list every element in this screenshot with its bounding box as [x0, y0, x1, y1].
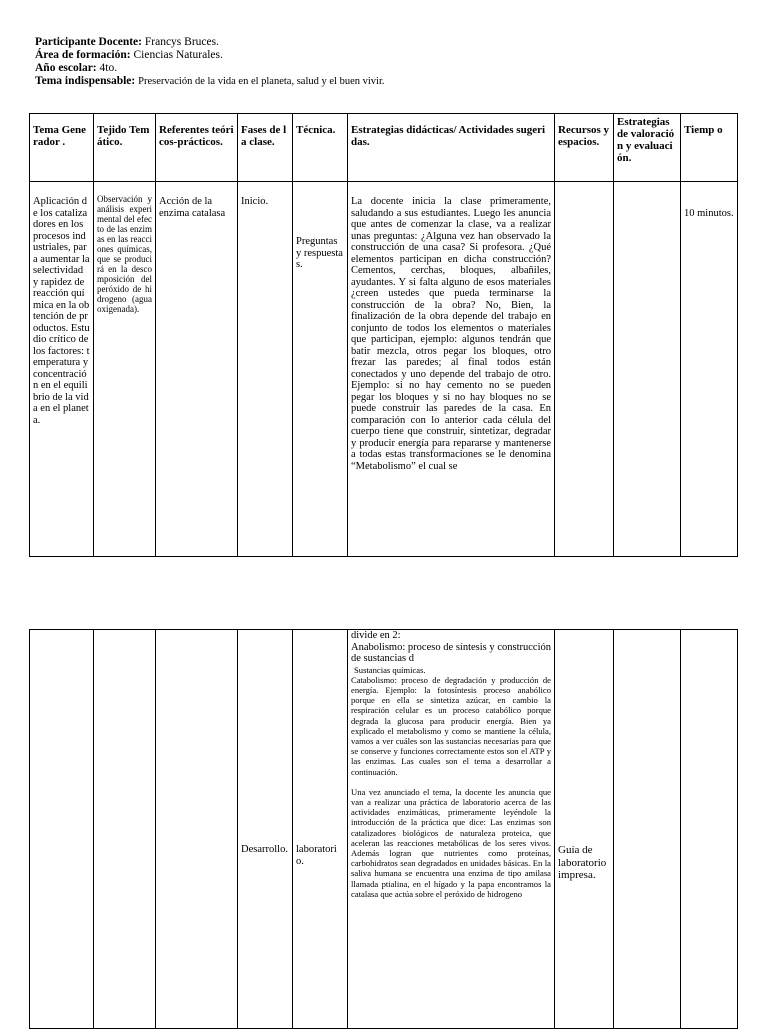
- col-tejido-tematico: Tejido Temático.: [97, 124, 150, 148]
- col-tiempo: Tiemp o: [684, 124, 723, 136]
- col-fases: Fases de la clase.: [241, 124, 287, 148]
- teacher-row: Participante Docente: Francys Bruces.: [35, 36, 219, 48]
- referentes-text: Acción de la enzima catalasa: [159, 196, 226, 219]
- header-row: [30, 114, 738, 182]
- col-valoracion: Estrategias de valoración y evaluación.: [617, 116, 675, 164]
- document-header: [35, 36, 385, 88]
- tecnica-preguntas: Preguntas y respuestas.: [296, 236, 343, 270]
- metabolism-division: divide en 2:: [351, 630, 401, 641]
- anabolism-text: Anabolismo: proceso de síntesis y construcción de sustancias d: [351, 641, 551, 664]
- catabolism-text: Catabolismo: proceso de degradación y producción de energía. Ejemplo: la fotosíntesis proceso anabólico porque en ella se sintetiza azúcar, en cambio la respiración celular es un proceso catabólico porque degrada la glucosa para producir energía. Bien ya explicado el metabolismo y como se mantiene la célula, vamos a ver cuáles son las sustancias necesarias para que se conserve y funciones correctamente estos son el ATP y las enzimas. Las cuales son el tema a desarrollar a continuación.: [351, 674, 551, 777]
- tema-generador-text: Aplicación de los catalizadores en los procesos industriales, para aumentar la selectividad y rapidez de reacción química en la obtención de productos. Estudio crítico de los factores: temperatura y concentración en el equilibrio de la vida en el planeta.: [33, 196, 90, 426]
- year-value: 4to.: [99, 62, 118, 74]
- teacher-name: Francys Bruces.: [144, 36, 219, 48]
- col-referentes: Referentes teóricos-prácticos.: [159, 124, 234, 148]
- tiempo-text: 10 minutos.: [684, 208, 734, 219]
- estrategias-continuation: [348, 630, 554, 901]
- tejido-tematico-text: Observación y análisis experimental del efecto de las enzimas en las reacciones químicas, que se producirá en la descomposición del peróxido de hidrogeno (agua oxigenada).: [97, 194, 152, 314]
- fase-inicio: Inicio.: [241, 196, 269, 207]
- lesson-plan-table-page-1: [29, 113, 738, 557]
- area-row: Área de formación: Ciencias Naturales.: [35, 49, 223, 61]
- substances-text: Sustancias químicas.: [354, 664, 426, 675]
- estrategias-text: La docente inicia la clase primeramente, saludando a sus estudiantes. Luego les anuncia que antes de comenzar la clase, va a realizar unas preguntas: ¿Alguna vez han observado la construcción de una casa? Si profesora. ¿Qué elementos participan en dicha construcción? Cementos, cerchas, bloques, albañiles, ayudantes. Y si falta alguno de esos materiales ¿creen ustedes que pueda terminarse la construcción de la obra? No, Bien, la finalización de la obra depende del trabajo en conjunto de todos los elementos o materiales que participan, ejemplo: algunos tendrán que batir mezcla, otros pegar los bloques, otro frezar las paredes; al final todos están conectados y uno depende del trabajo de otro. Ejemplo: si no hay cemento no se pueden pegar los bloques y si no hay bloques no se puede construir las paredes de la casa. En comparación con lo anterior cada célula del cuerpo tiene que construir, sintetizar, degradar y producir energía para repararse y mantenerse a todas estas transformaciones se le denomina “Metabolismo” el cual se: [351, 196, 551, 472]
- col-estrategias: Estrategias didácticas/ Actividades sugeridas.: [351, 124, 546, 148]
- table-row: [30, 630, 738, 1029]
- col-tema-generador: Tema Generador .: [33, 124, 87, 148]
- area-value: Ciencias Naturales.: [133, 49, 223, 61]
- topic-row: Tema indispensable: Preservación de la vida en el planeta, salud y el buen vivir.: [35, 75, 385, 87]
- recursos-guia: Guía de laboratorio impresa.: [558, 844, 607, 881]
- recursos-empty: [555, 182, 613, 186]
- year-row: Año escolar: 4to.: [35, 62, 118, 74]
- topic-value: Preservación de la vida en el planeta, salud y el buen vivir.: [138, 76, 385, 87]
- fase-desarrollo: Desarrollo.: [241, 844, 288, 855]
- table-row: [30, 182, 738, 557]
- laboratory-text: Una vez anunciado el tema, la docente les anuncia que van a realizar una práctica de laboratorio acerca de las actividades enzimáticas, primeramente leyéndole la introducción de la práctica que dice: Las enzimas son catalizadores biológicos de naturaleza proteica, que aceleran las reacciones metabólicas de los seres vivos. Además logran que nutrientes como proteínas, carbohidratos sean degradados en unidades básicas. En la saliva humana se encuentra una enzima de tipo amilasa llamada ptialina, en el hígado y la papa encontramos la catalasa que actúa sobre el peróxido de hidrogeno: [351, 786, 551, 899]
- valoracion-empty: [614, 182, 680, 186]
- col-recursos: Recursos y espacios.: [558, 124, 610, 148]
- tecnica-laboratorio: laboratorio.: [296, 844, 337, 867]
- col-tecnica: Técnica.: [296, 124, 336, 136]
- lesson-plan-table-page-2: [29, 629, 738, 1029]
